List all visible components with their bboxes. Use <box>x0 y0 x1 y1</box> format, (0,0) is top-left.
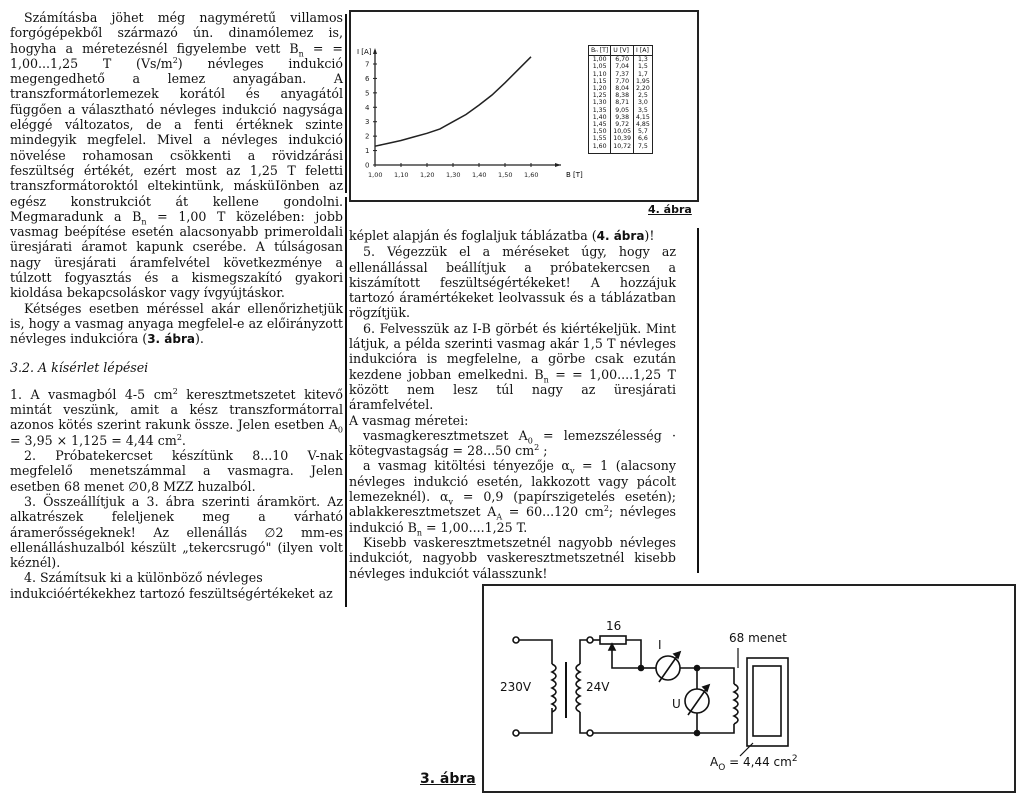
ib-chart <box>351 12 581 200</box>
y-tick-label: 5 <box>365 89 370 98</box>
table-cell: 1,20 <box>592 85 607 93</box>
table-cell: 6,70 <box>611 56 634 64</box>
table-cell: 1,7 <box>634 71 653 78</box>
x-tick-label: 1,10 <box>394 171 409 179</box>
step-2: 2. Próbatekercset készítünk 8...10 V-nak megfelelő menetszámmal a vasmagra. Jelen esetben 68 menet ∅0,8 MZZ huzalból. <box>10 448 343 494</box>
table-row <box>589 143 653 154</box>
y-tick-label: 3 <box>365 118 370 127</box>
table-row <box>589 85 653 92</box>
figure-4-caption: 4. ábra <box>648 203 692 216</box>
terminal-icon <box>513 730 519 736</box>
table-row <box>589 99 653 106</box>
table-cell: 1,50 <box>592 128 607 136</box>
right-column <box>349 228 676 581</box>
figure-3-caption: 3. ábra <box>420 771 476 787</box>
step-1: 1. A vasmagból 4-5 $cm^2$ keresztmetszetet kitevő mintát veszünk, amit a kész transzformátorral azonos kötés szerint rakunk össze. Jelen esetben $A_0 = 3,95 \times 1,125 = 4,44$ $cm^2$. <box>10 386 343 448</box>
table-cell: 1,3 <box>634 56 653 64</box>
table-cell: 4,85 <box>634 121 653 128</box>
table-row <box>589 78 653 85</box>
turns-label: 68 menet <box>729 631 787 645</box>
terminal-icon <box>587 730 593 736</box>
table-cell: 1,00 <box>592 56 607 64</box>
table-cell: 9,72 <box>611 121 634 128</box>
figure-4 <box>349 10 699 202</box>
table-cell: 7,04 <box>611 63 634 70</box>
table-cell: 5,7 <box>634 128 653 135</box>
table-cell: 3,0 <box>634 99 653 106</box>
table-cell: 3,5 <box>634 107 653 114</box>
table-cell: 1,35 <box>592 106 607 114</box>
primary-voltage-label: 230V <box>500 680 532 694</box>
table-row <box>589 107 653 114</box>
figure-3-circuit <box>482 584 1016 793</box>
step-4: 4. Számítsuk ki a különböző névleges indukcióértékekhez tartozó feszültségértékeket az <box>10 570 333 601</box>
wire <box>680 668 734 684</box>
table-row <box>589 128 653 135</box>
table-cell: 7,5 <box>634 143 653 154</box>
table-cell: 10,39 <box>611 135 634 142</box>
table-header-row <box>589 46 653 56</box>
left-column <box>10 10 343 601</box>
table-row <box>589 56 653 64</box>
paragraph-intro: Számításba jöhet még nagyméretű villamos forgógépekből származó ún. dinamólemez is, hogyha a méretezésnél figyelembe vett $B_n$ = = 1,00...1,25 T $(Vs/m^2)$ névleges indukció megengedhető a lemez anyagában. A transzformátorlemezek korától és anyagától függően a választható névleges indukció nagysága eléggé változatos, de a fenti értéknek szinte mindegyik megfelel. Mivel a névleges indukció növelése rohamosan csökkenti a rövidzárási feszültség értékét, ezért most az 1,25 T feletti transzformátoroktól eltekintünk, másküIönben az egész konstrukciót át kellene gondolni. Megmaradunk a $B_n = 1,00$ T közelében: jobb vasmag beépítése esetén alacsonyabb primeroldali üresjárati áramot kapunk cserébe. A túlságosan nagy üresjárati áramfelvétel következménye a túlzott fogyasztás és a kismegszakító gyakori kioldása bekapcsoláskor vagy ívgyújtáskor. <box>10 10 343 301</box>
table-row <box>589 121 653 128</box>
table-cell: 1,40 <box>592 113 607 121</box>
table-header: I [A] <box>634 46 653 56</box>
final-advice: Kisebb vaskeresztmetszetnél nagyobb névleges indukciót, nagyobb vaskeresztmetszetnél kisebb névleges indukciót válasszunk! <box>349 534 676 581</box>
left-column-rule <box>345 14 347 193</box>
table-cell: 1,55 <box>592 135 607 143</box>
dimensions-core: vasmagkeresztmetszet $A_0$ = lemezszélesség · kötegvastagság = 28...50 $cm^2$ ; <box>349 427 676 459</box>
x-tick-label: 1,60 <box>524 171 539 179</box>
table-row <box>589 63 653 70</box>
area-label: $A_O = 4,44$ $cm^2$ <box>710 754 798 773</box>
table-header: U [V] <box>611 46 634 56</box>
table-cell: 6,6 <box>634 135 653 142</box>
table-cell: 2,20 <box>634 85 653 92</box>
table-cell: 2,5 <box>634 92 653 99</box>
section-heading: 3.2. A kísérlet lépései <box>10 359 149 375</box>
table-row <box>589 92 653 99</box>
y-tick-label: 0 <box>365 161 370 170</box>
table-cell: 1,45 <box>592 121 607 129</box>
left-column-rule-lower <box>345 197 347 607</box>
table-cell: 8,38 <box>611 92 634 99</box>
x-tick-label: 1,20 <box>420 171 435 179</box>
table-row <box>589 71 653 78</box>
table-row <box>589 135 653 142</box>
resistor-label: 16 <box>606 619 622 633</box>
table-cell: 7,70 <box>611 78 634 85</box>
y-axis-label: I [A] <box>357 48 372 56</box>
table-cell: 8,04 <box>611 85 634 92</box>
y-tick-label: 1 <box>365 147 370 156</box>
y-tick-label: 4 <box>365 103 370 112</box>
table-cell: 1,95 <box>634 78 653 85</box>
x-tick-label: 1,40 <box>472 171 487 179</box>
ib-curve <box>375 57 531 146</box>
table-header: Bₙ [T] <box>589 46 611 56</box>
x-tick-label: 1,00 <box>368 171 383 179</box>
table-cell: 1,30 <box>592 99 607 107</box>
table-cell: 7,37 <box>611 71 634 78</box>
step-5: 5. Végezzük el a méréseket úgy, hogy az ellenállással beállítjuk a próbatekercsen a kiszámított feszültségértékeket! A hozzájuk tartozó áramértékeket leolvassuk és a táblázatban rögzítjük. <box>349 244 676 321</box>
y-axis-arrow-icon <box>373 48 377 54</box>
step-3: 3. Összeállítjuk a 3. ábra szerinti áramkört. Az alkatrészek feleljenek meg a várható áramerősségeknek! Az ellenállás ∅2 mm-es ellenálláshuzalból készült „tekercsrugó" (ilyen volt kéznél). <box>10 493 343 571</box>
rheostat-icon <box>600 636 626 644</box>
secondary-coil-icon <box>576 664 580 712</box>
secondary-voltage-label: 24V <box>586 680 610 694</box>
table-cell: 9,05 <box>611 107 634 114</box>
data-table <box>588 45 653 154</box>
y-tick-label: 7 <box>365 60 370 69</box>
step-6: 6. Felvesszük az I-B görbét és kiértékeljük. Mint látjuk, a példa szerinti vasmag akár 1,5 T névleges indukcióra is megfelelne, a görbe csak ezután kezdene jobban emelkedni. $B_n$ = = 1,00....1,25 T között nem lesz túl nagy az üresjárati áramfelvétel. <box>349 320 676 413</box>
x-axis-arrow-icon <box>555 163 561 167</box>
table-cell: 1,05 <box>592 63 607 71</box>
paragraph-check: Kétséges esetben méréssel akár ellenőrizhetjük is, hogy a vasmag anyaga megfelel-e az előirányzott névleges indukcióra (3. ábra). <box>10 300 343 347</box>
junction-icon <box>695 731 700 736</box>
table-cell: 9,38 <box>611 114 634 121</box>
test-coil-icon <box>734 684 738 724</box>
voltmeter-label: U <box>672 697 681 711</box>
table-cell: 1,15 <box>592 77 607 85</box>
table-cell: 1,25 <box>592 92 607 100</box>
x-axis-label: B [T] <box>566 171 583 179</box>
right-column-rule <box>697 228 699 573</box>
x-tick-label: 1,50 <box>498 171 513 179</box>
circuit-diagram <box>484 586 1014 791</box>
table-cell: 8,71 <box>611 99 634 106</box>
terminal-icon <box>513 637 519 643</box>
dimensions-fill-factor: a vasmag kitöltési tényezője $\alpha_v = 1$ (alacsony névleges indukció esetén, lakkozott vagy pácolt lemezeknél). $\alpha_v = 0,9$ (papírszigetelés esetén); ablakkeresztmetszet $A_A = 60...120$ $cm^2$; névleges indukció $B_n = 1,00....1,25$ T. <box>349 458 677 538</box>
table-cell: 1,5 <box>634 63 653 70</box>
dimensions-heading: A vasmag méretei: <box>349 412 469 428</box>
table-row <box>589 114 653 121</box>
table-cell: 1,60 <box>592 142 607 150</box>
y-tick-label: 2 <box>365 132 370 141</box>
table-cell: 10,05 <box>611 128 634 135</box>
x-tick-label: 1,30 <box>446 171 461 179</box>
ammeter-label: I <box>658 638 662 652</box>
primary-coil-icon <box>552 664 556 712</box>
terminal-icon <box>587 637 593 643</box>
table-cell: 4,15 <box>634 114 653 121</box>
y-tick-label: 6 <box>365 74 370 83</box>
continuation: képlet alapján és foglaljuk táblázatba (4. ábra)! <box>349 228 655 243</box>
table-cell: 10,72 <box>611 143 634 154</box>
table-cell: 1,10 <box>592 70 607 78</box>
wiper-arrow-icon <box>609 644 615 650</box>
wire <box>593 724 734 733</box>
